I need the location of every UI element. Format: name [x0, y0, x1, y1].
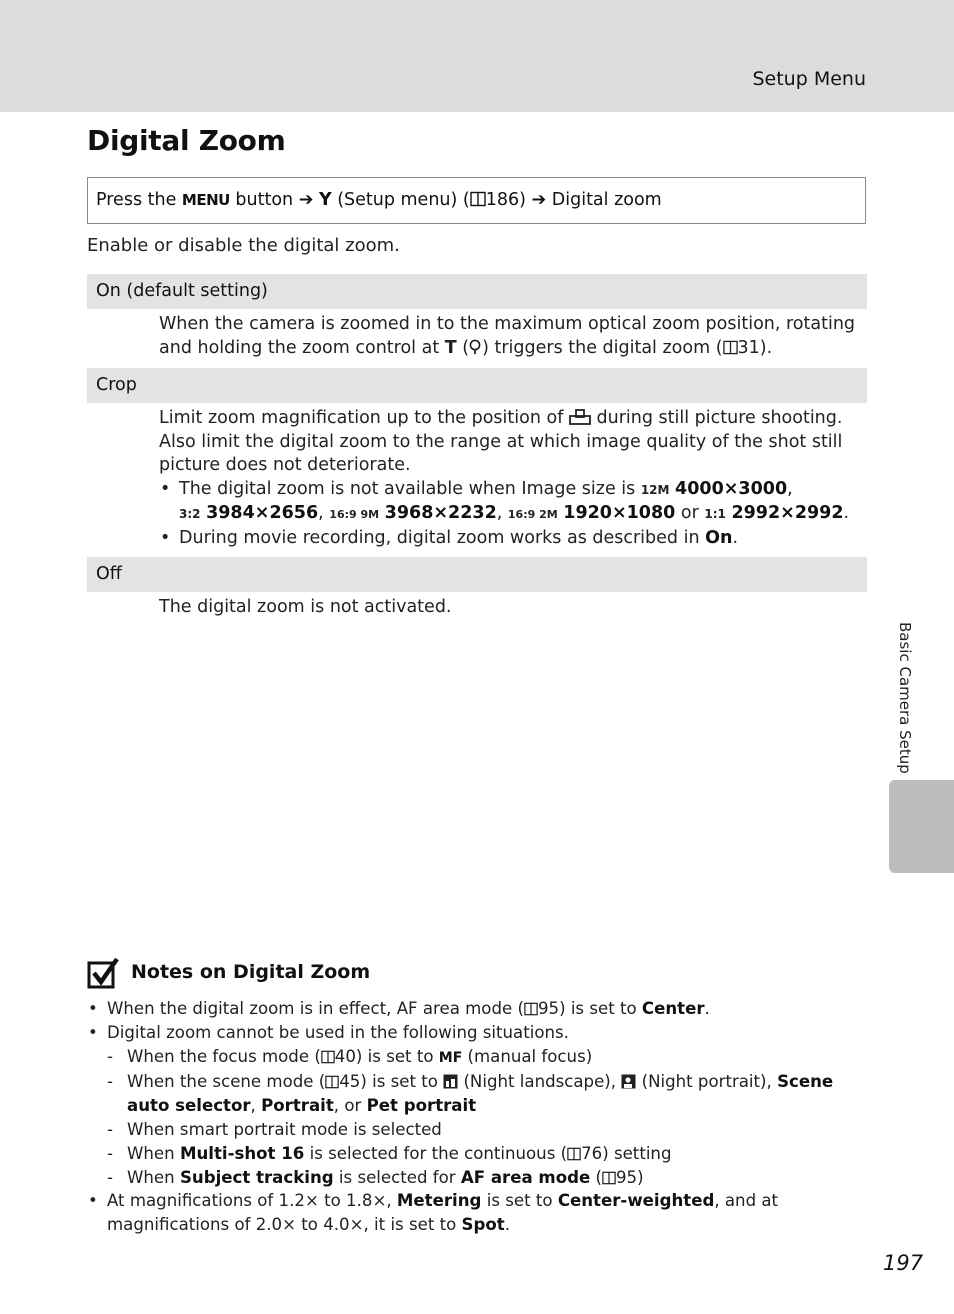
chapter-tab — [889, 780, 954, 873]
setup-wrench-icon: Y — [318, 190, 332, 210]
list-item: - When the scene mode ( 45) is set to (Night landscape), (Night portrait), Scene auto selector, Portrait, or Pet portrait — [87, 1070, 877, 1118]
book-reference-icon — [567, 1147, 581, 1161]
book-reference-icon — [325, 1075, 339, 1089]
list-item: • During movie recording, digital zoom works as described in On. — [159, 527, 859, 551]
nav-text: button — [229, 190, 299, 210]
page-title: Digital Zoom — [87, 124, 286, 157]
manual-focus-icon: MF — [438, 1049, 463, 1066]
option-desc-off: The digital zoom is not activated. — [159, 597, 452, 617]
list-item: • At magnifications of 1.2× to 1.8×, Metering is set to Center-weighted, and at magnifications of 2.0× to 4.0×, it is set to Spot. — [87, 1189, 877, 1237]
list-item: • Digital zoom cannot be used in the following situations. — [87, 1021, 877, 1045]
navigation-path-box — [87, 177, 866, 224]
image-size-16-9-2m-icon: 16:9 2M — [507, 508, 558, 521]
image-size-1-1-icon: 1:1 — [704, 507, 726, 521]
arrow-right-icon: ➔ — [298, 190, 314, 210]
section-title: Setup Menu — [752, 68, 866, 90]
list-item: - When the focus mode ( 40) is set to MF (manual focus) — [87, 1045, 877, 1071]
book-reference-icon — [723, 340, 738, 355]
option-desc-crop: Limit zoom magnification up to the position of during still picture shooting. Also limit the digital zoom to the range at which image quality of the shot still picture does not deteriorate. • The digital zoom is not available when Image size is 12M 4000×3000, 3:2 3984×2656, 16:9 9M 3968×2232, 16:9 2M 1920×1080 or 1:1 2992×2992. • During movie recording, digital zoom works as described in On. — [159, 407, 859, 550]
night-landscape-icon — [443, 1074, 458, 1089]
option-desc-on: When the camera is zoomed in to the maximum optical zoom position, rotating and holding the zoom control at T ( ) triggers the digital zoom ( 31). — [159, 314, 856, 358]
image-size-12m-icon: 12M — [640, 482, 670, 497]
option-header-off: Off — [87, 557, 867, 592]
nav-text: Digital zoom — [546, 190, 662, 210]
notes-title: Notes on Digital Zoom — [131, 961, 371, 983]
arrow-right-icon: ➔ — [531, 190, 547, 210]
book-reference-icon — [602, 1171, 616, 1185]
night-portrait-icon — [621, 1074, 636, 1089]
zoom-tele-icon: T — [444, 337, 457, 358]
list-item: • When the digital zoom is in effect, AF area mode ( 95) is set to Center. — [87, 997, 877, 1021]
menu-button-icon: MENU — [181, 191, 230, 209]
book-reference-icon — [524, 1002, 538, 1016]
option-header-crop: Crop — [87, 368, 867, 403]
list-item: - When Multi-shot 16 is selected for the continuous ( 76) setting — [87, 1142, 877, 1166]
notes-list — [87, 997, 877, 1237]
book-reference-icon — [321, 1050, 335, 1064]
image-size-16-9-9m-icon: 16:9 9M — [329, 508, 380, 521]
page-header — [0, 0, 954, 112]
list-item: • The digital zoom is not available when Image size is 12M 4000×3000, 3:2 3984×2656, 16:9 9M 3968×2232, 16:9 2M 1920×1080 or 1:1 2992×2992. — [159, 478, 859, 527]
nav-text: 186) — [485, 190, 532, 210]
check-note-icon — [87, 956, 119, 990]
crop-position-icon — [569, 409, 591, 425]
image-size-3-2-icon: 3:2 — [179, 507, 201, 521]
chapter-side-label: Basic Camera Setup — [896, 622, 914, 774]
nav-text: Press the — [96, 190, 182, 210]
book-reference-icon — [470, 191, 486, 207]
intro-text: Enable or disable the digital zoom. — [87, 235, 400, 256]
page-number: 197 — [883, 1251, 924, 1275]
magnify-icon — [469, 339, 482, 355]
nav-text: (Setup menu) ( — [331, 190, 470, 210]
option-header-on: On (default setting) — [87, 274, 867, 309]
list-item: - When Subject tracking is selected for AF area mode ( 95) — [87, 1166, 877, 1190]
list-item: - When smart portrait mode is selected — [87, 1118, 877, 1142]
